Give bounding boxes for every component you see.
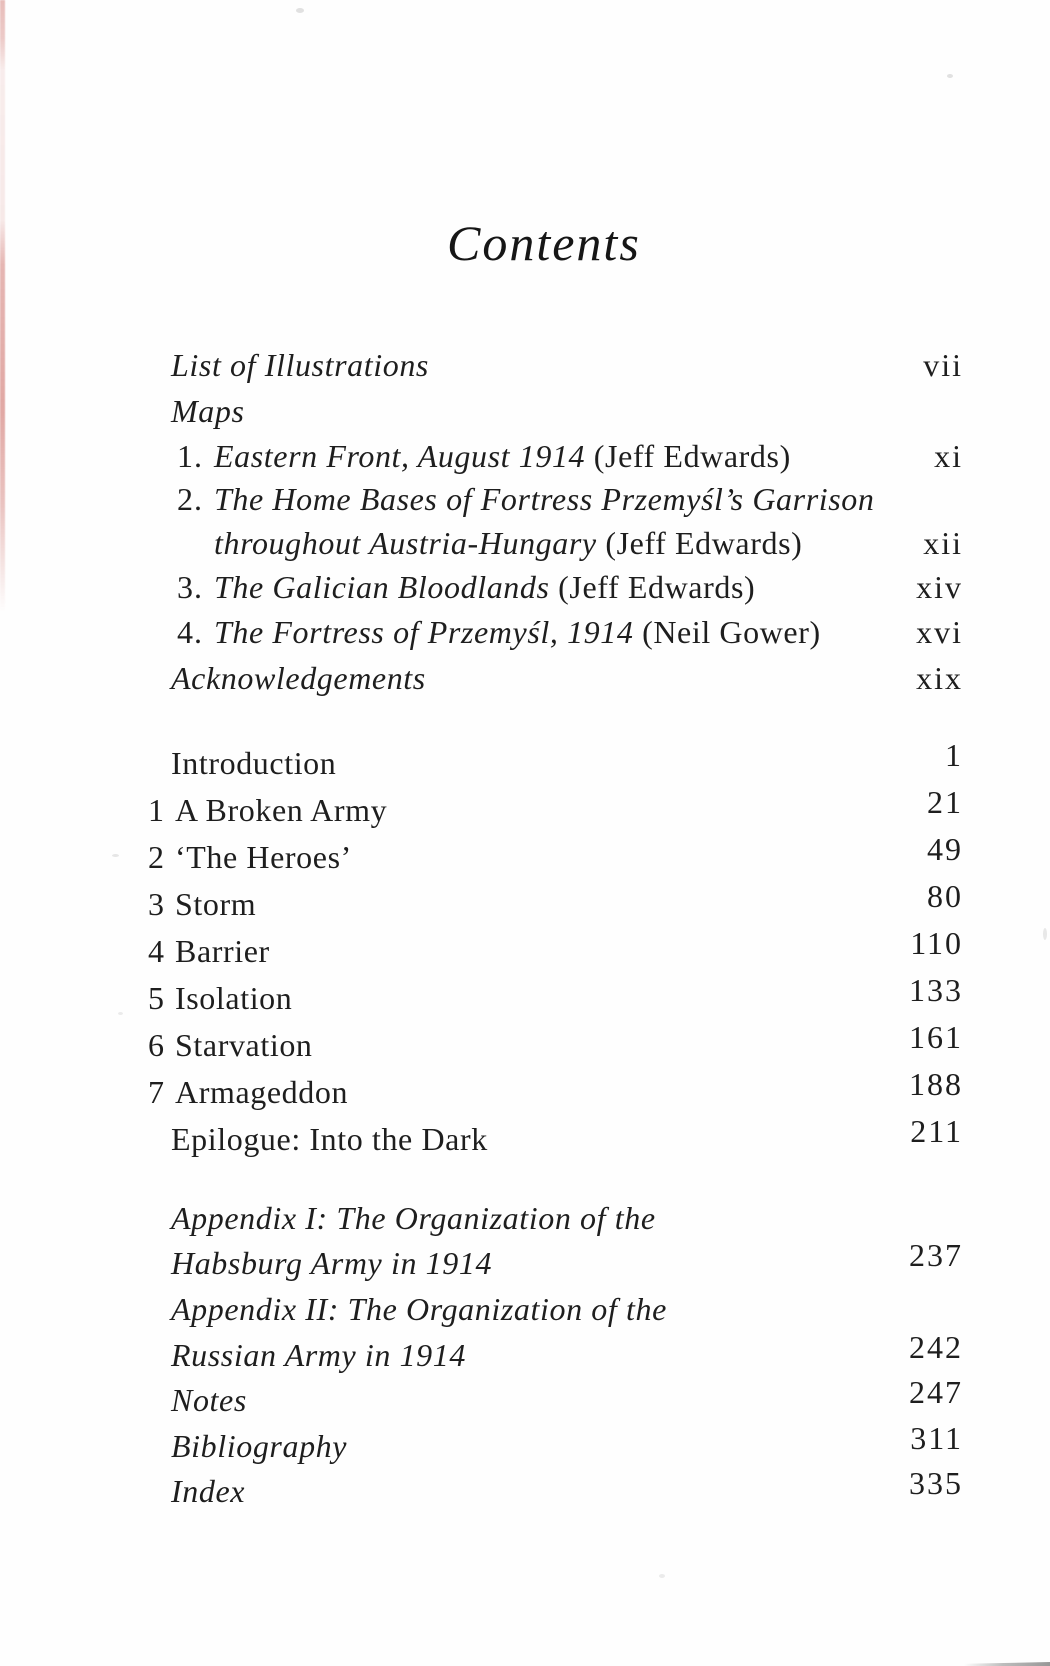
- scan-speck: [296, 8, 304, 13]
- map-title: throughout Austria-Hungary: [214, 525, 597, 561]
- chapter-number: 2: [148, 839, 165, 875]
- entry-label: [148, 975, 893, 1022]
- chapter-title: A Broken Army: [175, 792, 388, 828]
- page-number: xix: [916, 660, 963, 696]
- entry-label: Index: [171, 1473, 246, 1509]
- entry-label: [148, 565, 893, 610]
- chapter-title: Epilogue: Into the Dark: [171, 1121, 488, 1157]
- map-credit: (Jeff Edwards): [585, 438, 791, 474]
- scan-artifact-red-edge: [0, 0, 5, 612]
- entry-number: 3.: [177, 569, 203, 605]
- map-credit: (Neil Gower): [633, 614, 821, 650]
- map-title: The Fortress of Przemyśl, 1914: [214, 614, 634, 650]
- toc-row-front: [148, 342, 963, 388]
- page-number: 311: [910, 1420, 963, 1456]
- page-number: 242: [909, 1329, 963, 1365]
- entry-label: [148, 1069, 893, 1116]
- toc-row-chapter: [148, 784, 963, 834]
- entry-label: Russian Army in 1914: [171, 1337, 466, 1373]
- scan-speck: [947, 74, 953, 78]
- chapter-title: Isolation: [175, 980, 293, 1016]
- page-number: 211: [910, 1113, 963, 1149]
- page-number: 21: [927, 784, 963, 820]
- chapter-title: Storm: [175, 886, 257, 922]
- entry-label: [148, 787, 893, 834]
- page-number: 247: [909, 1374, 963, 1410]
- page-number: 49: [927, 831, 963, 867]
- chapter-title: Starvation: [175, 1027, 313, 1063]
- page-number: xiv: [916, 569, 963, 605]
- entry-label: [148, 521, 893, 565]
- toc-row-back: [148, 1196, 963, 1240]
- map-title: Eastern Front, August 1914: [214, 438, 586, 474]
- chapter-title: Barrier: [175, 933, 270, 969]
- entry-label: [148, 1022, 893, 1069]
- entry-label: [148, 740, 893, 787]
- toc-row-map: [148, 478, 963, 521]
- entry-label: [148, 434, 893, 478]
- page-number: 335: [909, 1465, 963, 1501]
- toc-row-chapter: [148, 1066, 963, 1116]
- entry-label: Bibliography: [171, 1428, 348, 1464]
- chapter-number: 5: [148, 980, 165, 1016]
- chapter-title: Introduction: [171, 745, 337, 781]
- toc-row-chapter: [148, 972, 963, 1022]
- table-of-contents: [148, 342, 963, 1514]
- page-number: 80: [927, 878, 963, 914]
- entry-number: 4.: [177, 614, 203, 650]
- entry-number: 1.: [177, 438, 203, 474]
- scan-artifact-corner-line: [964, 1662, 1050, 1666]
- entry-label: [148, 928, 893, 975]
- toc-row-chapter: [148, 737, 963, 787]
- map-credit: (Jeff Edwards): [549, 569, 756, 605]
- toc-row-map: [148, 565, 963, 610]
- page-number: 161: [909, 1019, 963, 1055]
- entry-label: Appendix I: The Organization of the: [171, 1200, 656, 1236]
- map-credit: (Jeff Edwards): [596, 525, 803, 561]
- page-title: Contents: [447, 215, 641, 271]
- toc-row-back: [148, 1237, 963, 1286]
- page-number: xi: [934, 438, 963, 474]
- toc-row-back: [148, 1374, 963, 1423]
- page-number: 133: [909, 972, 963, 1008]
- map-title: The Home Bases of Fortress Przemyśl’s Garrison: [214, 481, 875, 517]
- scan-speck: [659, 1574, 665, 1578]
- toc-row-chapter: [148, 925, 963, 975]
- toc-row-back: [148, 1465, 963, 1514]
- entry-label: Notes: [171, 1382, 247, 1418]
- page-number: 1: [945, 737, 963, 773]
- entry-label: [148, 478, 963, 521]
- entry-label: [148, 1116, 893, 1163]
- entry-label: Habsburg Army in 1914: [171, 1245, 493, 1281]
- toc-row-chapter: [148, 831, 963, 881]
- scan-speck: [118, 1012, 123, 1015]
- toc-row-map: [148, 521, 963, 565]
- entry-label: [148, 881, 893, 928]
- page-number: 110: [910, 925, 963, 961]
- page-number: vii: [923, 347, 963, 383]
- entry-number: 2.: [177, 481, 203, 517]
- chapter-number: 3: [148, 886, 165, 922]
- toc-row-acknowledgements: [148, 655, 963, 702]
- toc-row-map: [148, 434, 963, 478]
- entry-label: List of Illustrations: [171, 347, 429, 383]
- toc-row-map: [148, 610, 963, 655]
- entry-label: Acknowledgements: [171, 660, 426, 696]
- scan-speck: [1043, 928, 1047, 940]
- chapter-number: 6: [148, 1027, 165, 1063]
- entry-label: Maps: [171, 393, 245, 429]
- toc-row-back: [148, 1329, 963, 1378]
- page-number: xii: [923, 525, 963, 561]
- toc-row-chapter: [148, 1113, 963, 1163]
- chapter-number: 7: [148, 1074, 165, 1110]
- page-number: 237: [909, 1237, 963, 1273]
- chapter-number: 4: [148, 933, 165, 969]
- chapter-title: Armageddon: [175, 1074, 349, 1110]
- chapter-title: ‘The Heroes’: [175, 839, 352, 875]
- map-title: The Galician Bloodlands: [214, 569, 550, 605]
- toc-row-front: [148, 388, 963, 434]
- scan-speck: [112, 854, 119, 857]
- toc-row-back: [148, 1420, 963, 1469]
- entry-label: [148, 834, 893, 881]
- toc-row-back: [148, 1286, 963, 1332]
- chapter-number: 1: [148, 792, 165, 828]
- page-number: 188: [909, 1066, 963, 1102]
- entry-label: [148, 610, 893, 655]
- toc-row-chapter: [148, 1019, 963, 1069]
- toc-row-chapter: [148, 878, 963, 928]
- entry-label: Appendix II: The Organization of the: [171, 1291, 667, 1327]
- page-number: xvi: [916, 614, 963, 650]
